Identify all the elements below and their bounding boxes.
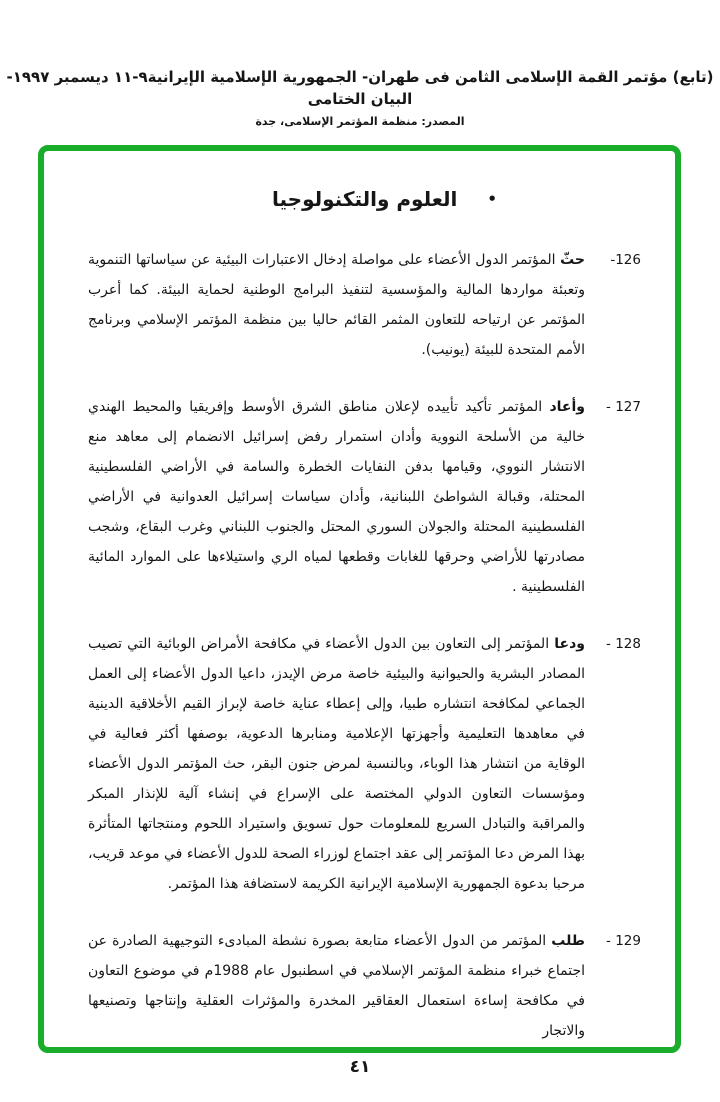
paragraph-text bbox=[88, 926, 585, 1046]
paragraph-list bbox=[88, 245, 641, 1046]
document-header bbox=[0, 66, 720, 128]
paragraph-body: المؤتمر تأكيد تأييده لإعلان مناطق الشرق الأوسط وإفريقيا والمحيط الهندي خالية من الأسلحة النووية وأدان استمرار رفض إسرائيل الانضمام إلى معاهد منع الانتشار النووي، وقيامها بدفن النفايات الخطرة والسامة في الأراضي الفلسطينية المحتلة، وقبالة الشواطئ اللبنانية، وأدان سياسات إسرائيل العدوانية في الأراضي الفلسطينية المحتلة والجولان السوري المحتل والجنوب اللبناني وغرب البقاع، وشجب مصادرتها للأراضي وحرقها للغابات وقطعها لمياه الري واستيلاءها على الموارد المائية الفلسطينية . bbox=[88, 399, 585, 595]
paragraph-127 bbox=[88, 392, 641, 602]
paragraph-126 bbox=[88, 245, 641, 365]
paragraph-lead-word: ودعا bbox=[554, 636, 585, 652]
paragraph-number: 129 - bbox=[606, 933, 641, 949]
paragraph-number: 127 - bbox=[606, 399, 641, 415]
paragraph-lead-word: وأعاد bbox=[549, 399, 585, 415]
paragraph-body: المؤتمر إلى التعاون بين الدول الأعضاء في مكافحة الأمراض الوبائية التي تصيب المصادر البشرية والحيوانية والبيئية خاصة مرض الإيدز، داعيا الدول الأعضاء إلى العمل الجماعي لمكافحة انتشاره طبيا، وإلى إعطاء عناية خاصة لإبراز القيم الأخلاقية الدينية في معاهدها التعليمية وأجهزتها الإعلامية ومنابرها الدعوية، بوصفها أكثر فعالية في الوقاية من انتشار هذا الوباء، وبالنسبة لمرض جنون البقر، حث المؤتمر الدول الأعضاء ومؤسسات التعاون الدولي المختصة على الإسراع في إنشاء آلية للإنذار المبكر والمراقبة والتبادل السريع للمعلومات حول تسويق واستيراد اللحوم ومنتجاتها المتأثرة بهذا المرض دعا المؤتمر إلى عقد اجتماع لوزراء الصحة للدول الأعضاء في موعد قريب، مرحبا بدعوة الجمهورية الإسلامية الإيرانية الكريمة لاستضافة هذا المؤتمر. bbox=[88, 636, 585, 892]
paragraph-number: 126- bbox=[610, 252, 641, 268]
bullet-icon: • bbox=[487, 189, 498, 208]
content-frame bbox=[38, 145, 681, 1053]
paragraph-body: المؤتمر من الدول الأعضاء متابعة بصورة نشطة المبادىء التوجيهية الصادرة عن اجتماع خبراء منظمة المؤتمر الإسلامي في اسطنبول عام 1988م في موضوع التعاون في مكافحة إساءة استعمال العقاقير المخدرة والمؤثرات العقلية وإنتاجها وتصنيعها والاتجار bbox=[88, 933, 585, 1039]
paragraph-128 bbox=[88, 629, 641, 899]
paragraph-body: المؤتمر الدول الأعضاء على مواصلة إدخال الاعتبارات البيئية عن سياساتها التنموية وتعبئة مواردها المالية والمؤسسية لتنفيذ البرامج الوطنية لحماية البيئة. كما أعرب المؤتمر عن ارتياحه للتعاون المثمر القائم حاليا بين منظمة المؤتمر الإسلامي وبرنامج الأمم المتحدة للبيئة (يونيب). bbox=[88, 252, 585, 358]
paragraph-129 bbox=[88, 926, 641, 1046]
paragraph-text bbox=[88, 245, 585, 365]
section-title-text: العلوم والتكنولوجيا bbox=[272, 187, 458, 211]
page-number: ٤١ bbox=[349, 1057, 371, 1077]
paragraph-text bbox=[88, 629, 585, 899]
paragraph-text bbox=[88, 392, 585, 602]
section-title bbox=[128, 187, 641, 211]
paragraph-lead-word: حثّ bbox=[560, 252, 585, 268]
paragraph-lead-word: طلب bbox=[551, 933, 585, 949]
paragraph-number: 128 - bbox=[606, 636, 641, 652]
header-title: (تابع) مؤتمر القمة الإسلامى الثامن فى طهران- الجمهورية الإسلامية الإيرانية٩-١١ ديسمبر ١٩٩٧- البيان الختامى bbox=[6, 68, 714, 108]
header-source: المصدر: منظمة المؤتمر الإسلامى، جدة bbox=[255, 115, 465, 128]
